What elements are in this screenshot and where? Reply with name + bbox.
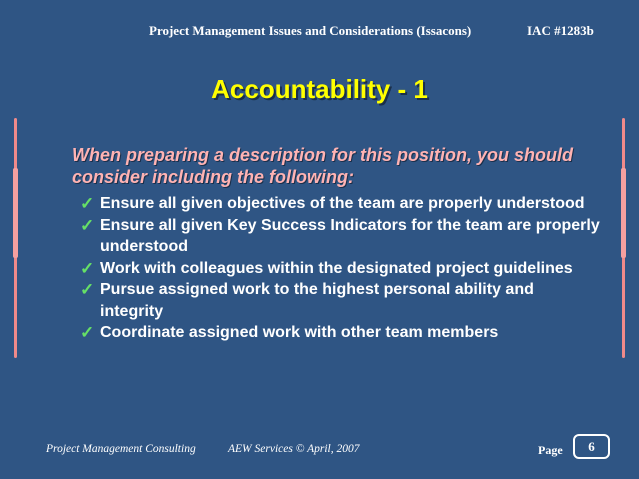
list-item (80, 258, 600, 280)
bullet-text: Ensure all given objectives of the team are properly understood (100, 195, 585, 212)
check-icon: ✓ (80, 323, 95, 342)
page-number: 6 (588, 438, 595, 454)
right-accent-bar-thick (621, 168, 626, 258)
check-icon: ✓ (80, 258, 95, 278)
check-icon: ✓ (80, 194, 95, 213)
footer-copyright: AEW Services © April, 2007 (228, 443, 360, 455)
check-icon: ✓ (80, 280, 95, 299)
list-item (80, 322, 600, 344)
intro-text: When preparing a description for this position, you should consider including the following: (72, 145, 574, 187)
bullet-text: Coordinate assigned work with other team members (100, 324, 499, 341)
bullet-text: Work with colleagues within the designated project guidelines (100, 259, 573, 277)
bullet-text: Ensure all given Key Success Indicators for the team are properly understood (100, 216, 600, 255)
left-accent-bar-thick (13, 168, 18, 258)
list-item (80, 215, 600, 258)
header-title: Project Management Issues and Considerations (Issacons) (149, 23, 472, 38)
page-number-box (573, 434, 610, 459)
bullet-list (80, 193, 600, 344)
bullet-text: Pursue assigned work to the highest personal ability and integrity (100, 281, 534, 320)
slide-title: Accountability - 1 (211, 74, 428, 104)
footer-company: Project Management Consulting (46, 443, 196, 455)
footer-page-label: Page (538, 443, 563, 457)
header-document-code: IAC #1283b (527, 23, 594, 38)
check-icon: ✓ (80, 215, 95, 235)
list-item (80, 279, 600, 322)
list-item (80, 193, 600, 215)
